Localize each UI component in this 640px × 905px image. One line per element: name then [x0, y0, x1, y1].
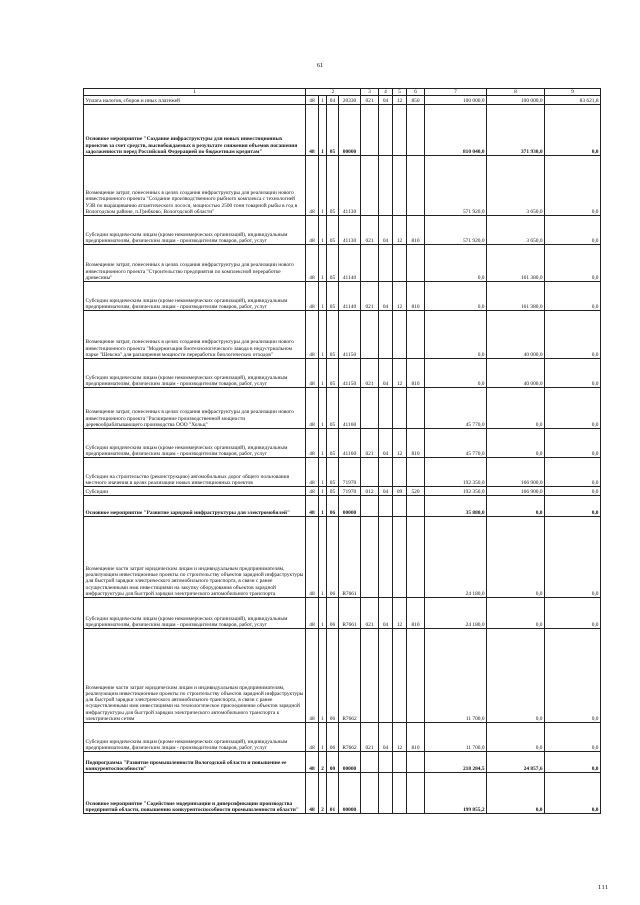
section-code [379, 629, 393, 723]
amount-year-3: 0,0 [545, 245, 601, 282]
subsection-code: 12 [393, 282, 407, 311]
amount-year-3: 0,0 [545, 773, 601, 814]
amount-year-1: 0,0 [425, 311, 487, 359]
ministry-code: 021 [361, 282, 379, 311]
amount-year-1: 24 180,0 [425, 598, 487, 629]
amount-year-2: 40 000,0 [487, 311, 545, 359]
expense-type-code [407, 245, 425, 282]
table-row [84, 429, 601, 458]
amount-year-2: 0,0 [487, 517, 545, 598]
expense-type-code [407, 517, 425, 598]
section-code [379, 388, 393, 429]
section-code: 04 [379, 429, 393, 458]
measure-code: 05 [327, 311, 339, 359]
program-code: 48 [306, 282, 319, 311]
column-number: 2 [306, 89, 361, 96]
subsection-code [393, 752, 407, 773]
amount-year-3: 0,0 [545, 487, 601, 496]
table-row [84, 598, 601, 629]
program-code: 48 [306, 245, 319, 282]
measure-code: 01 [327, 773, 339, 814]
direction-code: 00000 [339, 105, 361, 156]
subsection-code: 12 [393, 429, 407, 458]
subprogram-code: 1 [319, 598, 327, 629]
amount-year-3: 0,0 [545, 388, 601, 429]
amount-year-3: 0,0 [545, 359, 601, 388]
direction-code: R7661 [339, 517, 361, 598]
expense-type-code [407, 311, 425, 359]
expense-type-code [407, 752, 425, 773]
direction-code: 41160 [339, 429, 361, 458]
ministry-code [361, 773, 379, 814]
row-name: Уплата налогов, сборов и иных платежей [84, 96, 306, 105]
subsection-code [393, 517, 407, 598]
direction-code: 41140 [339, 245, 361, 282]
column-number: 3 [361, 89, 379, 96]
row-name: Субсидии юридическим лицам (кроме некоммерческих организаций), индивидуальным предпринимателям, физическим лицам - производителям товаров, работ, услуг [84, 359, 306, 388]
section-code: 04 [379, 96, 393, 105]
table-row [84, 629, 601, 723]
section-code [379, 311, 393, 359]
amount-year-1: 0,0 [425, 359, 487, 388]
table-row [84, 216, 601, 245]
amount-year-2: 161 380,0 [487, 245, 545, 282]
subsection-code: 12 [393, 723, 407, 752]
subsection-code [393, 388, 407, 429]
amount-year-3: 0,0 [545, 598, 601, 629]
expense-type-code: 810 [407, 216, 425, 245]
direction-code: 00000 [339, 496, 361, 517]
table-body [84, 89, 601, 814]
subsection-code [393, 496, 407, 517]
amount-year-1: 199 855,2 [425, 773, 487, 814]
subprogram-code: 1 [319, 156, 327, 216]
subsection-code [393, 629, 407, 723]
amount-year-1: 35 880,0 [425, 496, 487, 517]
program-code: 48 [306, 496, 319, 517]
table-row [84, 496, 601, 517]
table-row [84, 245, 601, 282]
amount-year-1: 218 284,5 [425, 752, 487, 773]
measure-code: 05 [327, 429, 339, 458]
row-name: Основное мероприятие "Создание инфраструктуры для новых инвестиционных проектов за счет средств, высвобождаемых в результате снижения объемов погашения задолженности перед Российской Федерацией по бюджетным кредитам" [84, 105, 306, 156]
expense-type-code: 810 [407, 598, 425, 629]
amount-year-1: 810 040,0 [425, 105, 487, 156]
amount-year-1: 11 700,0 [425, 629, 487, 723]
section-code: 04 [379, 282, 393, 311]
subprogram-code: 2 [319, 773, 327, 814]
measure-code: 05 [327, 487, 339, 496]
amount-year-2: 0,0 [487, 773, 545, 814]
expense-type-code: 850 [407, 96, 425, 105]
measure-code: 06 [327, 598, 339, 629]
direction-code: 20330 [339, 96, 361, 105]
direction-code: 41130 [339, 156, 361, 216]
section-code [379, 156, 393, 216]
ministry-code [361, 496, 379, 517]
section-code [379, 773, 393, 814]
subprogram-code: 2 [319, 752, 327, 773]
row-name: Субсидии юридическим лицам (кроме некоммерческих организаций), индивидуальным предпринимателям, физическим лицам - производителям товаров, работ, услуг [84, 216, 306, 245]
ministry-code [361, 311, 379, 359]
program-code: 48 [306, 216, 319, 245]
program-code: 48 [306, 156, 319, 216]
ministry-code [361, 629, 379, 723]
expense-type-code [407, 458, 425, 487]
direction-code: 41160 [339, 388, 361, 429]
budget-table [83, 88, 601, 814]
column-number: 4 [379, 89, 393, 96]
ministry-code [361, 156, 379, 216]
amount-year-1: 571 920,0 [425, 156, 487, 216]
ministry-code: 021 [361, 216, 379, 245]
amount-year-2: 3 650,0 [487, 156, 545, 216]
subprogram-code: 1 [319, 517, 327, 598]
amount-year-3: 0,0 [545, 752, 601, 773]
table-row [84, 487, 601, 496]
program-code: 48 [306, 752, 319, 773]
subprogram-code: 1 [319, 282, 327, 311]
direction-code: R7662 [339, 723, 361, 752]
subprogram-code: 1 [319, 359, 327, 388]
expense-type-code [407, 629, 425, 723]
expense-type-code: 810 [407, 723, 425, 752]
page-number: 61 [316, 62, 324, 69]
table-row [84, 723, 601, 752]
row-name: Основное мероприятие "Содействие модернизации и диверсификации производства предприятий области, повышению конкурентоспособности промышленности области" [84, 773, 306, 814]
direction-code: 00000 [339, 752, 361, 773]
column-number: 6 [407, 89, 425, 96]
amount-year-3: 0,0 [545, 723, 601, 752]
amount-year-3: 0,0 [545, 216, 601, 245]
ministry-code [361, 517, 379, 598]
amount-year-3: 0,0 [545, 105, 601, 156]
amount-year-1: 192 350,0 [425, 487, 487, 496]
direction-code: 71970 [339, 487, 361, 496]
expense-type-code [407, 156, 425, 216]
program-code: 48 [306, 629, 319, 723]
amount-year-1: 0,0 [425, 245, 487, 282]
program-code: 48 [306, 723, 319, 752]
table-row [84, 517, 601, 598]
program-code: 48 [306, 311, 319, 359]
expense-type-code [407, 496, 425, 517]
amount-year-3: 0,0 [545, 458, 601, 487]
subsection-code [393, 458, 407, 487]
amount-year-3: 0,0 [545, 517, 601, 598]
amount-year-1: 571 920,0 [425, 216, 487, 245]
subprogram-code: 1 [319, 629, 327, 723]
program-code: 48 [306, 96, 319, 105]
expense-type-code: 810 [407, 282, 425, 311]
amount-year-3: 83 621,8 [545, 96, 601, 105]
measure-code: 06 [327, 517, 339, 598]
table-row [84, 752, 601, 773]
amount-year-1: 100 000,0 [425, 96, 487, 105]
row-name: Подпрограмма "Развитие промышленности Вологодской области и повышение ее конкурентоспособности" [84, 752, 306, 773]
amount-year-1: 45 770,0 [425, 388, 487, 429]
expense-type-code: 810 [407, 429, 425, 458]
amount-year-2: 0,0 [487, 629, 545, 723]
section-code: 04 [379, 216, 393, 245]
section-code [379, 105, 393, 156]
measure-code: 05 [327, 245, 339, 282]
program-code: 48 [306, 359, 319, 388]
amount-year-2: 161 380,0 [487, 282, 545, 311]
amount-year-2: 24 857,6 [487, 752, 545, 773]
direction-code: 71970 [339, 458, 361, 487]
table-row [84, 359, 601, 388]
subsection-code: 12 [393, 598, 407, 629]
subprogram-code: 1 [319, 429, 327, 458]
section-code [379, 496, 393, 517]
section-code [379, 752, 393, 773]
table-row [84, 773, 601, 814]
amount-year-1: 11 700,0 [425, 723, 487, 752]
amount-year-2: 371 930,0 [487, 105, 545, 156]
subprogram-code: 1 [319, 311, 327, 359]
amount-year-1: 0,0 [425, 282, 487, 311]
row-name: Субсидии на строительство (реконструкцию) автомобильных дорог общего пользования местного значения в целях реализации новых инвестиционных проектов [84, 458, 306, 487]
ministry-code [361, 458, 379, 487]
column-number: 8 [487, 89, 545, 96]
subsection-code [393, 245, 407, 282]
ministry-code [361, 752, 379, 773]
amount-year-2: 166 900,0 [487, 487, 545, 496]
amount-year-2: 166 900,0 [487, 458, 545, 487]
measure-code: 05 [327, 216, 339, 245]
section-code: 04 [379, 487, 393, 496]
amount-year-2: 0,0 [487, 598, 545, 629]
direction-code: R7662 [339, 629, 361, 723]
subsection-code [393, 773, 407, 814]
subsection-code: 09 [393, 487, 407, 496]
subprogram-code: 1 [319, 96, 327, 105]
expense-type-code: 520 [407, 487, 425, 496]
direction-code: 41130 [339, 216, 361, 245]
measure-code: 06 [327, 723, 339, 752]
amount-year-3: 0,0 [545, 629, 601, 723]
column-number: 7 [425, 89, 487, 96]
direction-code: 41140 [339, 282, 361, 311]
row-name: Субсидии юридическим лицам (кроме некоммерческих организаций), индивидуальным предпринимателям, физическим лицам - производителям товаров, работ, услуг [84, 429, 306, 458]
direction-code: 00000 [339, 773, 361, 814]
measure-code: 05 [327, 458, 339, 487]
section-code [379, 245, 393, 282]
amount-year-2: 0,0 [487, 723, 545, 752]
subsection-code [393, 105, 407, 156]
measure-code: 05 [327, 359, 339, 388]
table-row [84, 96, 601, 105]
subprogram-code: 1 [319, 216, 327, 245]
table-row [84, 388, 601, 429]
amount-year-2: 100 000,0 [487, 96, 545, 105]
table-row [84, 311, 601, 359]
subprogram-code: 1 [319, 458, 327, 487]
program-code: 48 [306, 429, 319, 458]
subprogram-code: 1 [319, 487, 327, 496]
measure-code: 05 [327, 105, 339, 156]
row-name: Возмещение затрат, понесенных в целях создания инфраструктуры для реализации нового инвестиционного проекта "Строительство предприятия по комплексной переработке древесины" [84, 245, 306, 282]
subprogram-code: 1 [319, 105, 327, 156]
ministry-code: 021 [361, 429, 379, 458]
ministry-code: 021 [361, 96, 379, 105]
amount-year-3: 0,0 [545, 496, 601, 517]
amount-year-2: 0,0 [487, 496, 545, 517]
expense-type-code [407, 773, 425, 814]
program-code: 48 [306, 487, 319, 496]
table-row [84, 105, 601, 156]
table-row [84, 156, 601, 216]
amount-year-2: 3 650,0 [487, 216, 545, 245]
direction-code: R7661 [339, 598, 361, 629]
program-code: 48 [306, 105, 319, 156]
section-code: 04 [379, 359, 393, 388]
subprogram-code: 1 [319, 723, 327, 752]
subsection-code: 12 [393, 96, 407, 105]
amount-year-1: 24 180,0 [425, 517, 487, 598]
ministry-code: 012 [361, 487, 379, 496]
row-name: Возмещение затрат, понесенных в целях создания инфраструктуры для реализации нового инвестиционного проекта "Расширение производственной мощности деревообрабатывающего производства ООО "Хольц" [84, 388, 306, 429]
table-row [84, 458, 601, 487]
program-code: 48 [306, 517, 319, 598]
program-code: 48 [306, 458, 319, 487]
subsection-code: 12 [393, 216, 407, 245]
row-name: Субсидии [84, 487, 306, 496]
ministry-code [361, 388, 379, 429]
measure-code: 05 [327, 156, 339, 216]
measure-code: 05 [327, 388, 339, 429]
measure-code: 06 [327, 496, 339, 517]
subsection-code [393, 156, 407, 216]
measure-code: 04 [327, 96, 339, 105]
program-code: 48 [306, 598, 319, 629]
ministry-code: 021 [361, 598, 379, 629]
section-code [379, 517, 393, 598]
row-name: Субсидии юридическим лицам (кроме некоммерческих организаций), индивидуальным предпринимателям, физическим лицам - производителям товаров, работ, услуг [84, 282, 306, 311]
subsection-code: 12 [393, 359, 407, 388]
program-code: 48 [306, 773, 319, 814]
row-name: Возмещение затрат, понесенных в целях создания инфраструктуры для реализации нового инвестиционного проекта "Создание производственного рыбного комплекса с технологией УЗВ по выращиванию атлантического лосося, мощностью 2500 тонн товарной рыбы в год в Вологодском районе, п.Грибково, Вологодской области" [84, 156, 306, 216]
ministry-code: 021 [361, 359, 379, 388]
ministry-code [361, 245, 379, 282]
amount-year-2: 0,0 [487, 388, 545, 429]
row-name: Возмещение затрат, понесенных в целях создания инфраструктуры для реализации нового инвестиционного проекта "Модернизация биотехнологического завода в индустриальном парке "Шексна" для расширения мощности переработки биологических отходов" [84, 311, 306, 359]
amount-year-3: 0,0 [545, 282, 601, 311]
table-row [84, 282, 601, 311]
amount-year-2: 40 000,0 [487, 359, 545, 388]
section-code: 04 [379, 723, 393, 752]
subsection-code [393, 311, 407, 359]
column-number: 5 [393, 89, 407, 96]
measure-code: 06 [327, 629, 339, 723]
amount-year-1: 45 770,0 [425, 429, 487, 458]
measure-code: 05 [327, 282, 339, 311]
amount-year-3: 0,0 [545, 156, 601, 216]
subprogram-code: 1 [319, 496, 327, 517]
amount-year-3: 0,0 [545, 311, 601, 359]
program-code: 48 [306, 388, 319, 429]
section-code: 04 [379, 598, 393, 629]
direction-code: 41150 [339, 311, 361, 359]
column-number: 9 [545, 89, 601, 96]
expense-type-code: 810 [407, 359, 425, 388]
measure-code: 00 [327, 752, 339, 773]
column-number: 1 [84, 89, 306, 96]
column-number-header-row [84, 89, 601, 96]
expense-type-code [407, 105, 425, 156]
expense-type-code [407, 388, 425, 429]
row-name: Возмещение части затрат юридическим лицам и индивидуальным предпринимателям, реализующим инвестиционные проекты по строительству объектов зарядной инфраструктуры для быстрой зарядки электрического автомобильного транспорта, в связи с ранее осуществленными ими инвестициями на закупку оборудования объектов зарядной инфраструктуры для быстрой зарядки электрического автомобильного транспорта [84, 517, 306, 598]
ministry-code: 021 [361, 723, 379, 752]
direction-code: 41150 [339, 359, 361, 388]
row-name: Субсидии юридическим лицам (кроме некоммерческих организаций), индивидуальным предпринимателям, физическим лицам - производителям товаров, работ, услуг [84, 723, 306, 752]
subprogram-code: 1 [319, 245, 327, 282]
footer-page-mark: 111 [598, 884, 609, 891]
row-name: Возмещение части затрат юридическим лицам и индивидуальным предпринимателям, реализующим инвестиционные проекты по строительству объектов зарядной инфраструктуры для быстрой зарядки электрического автомобильного транспорта, в связи с ранее осуществленными ими инвестициями на технологическое присоединение объектов зарядной инфраструктуры для быстрой зарядки электрического автомобильного транспорта к электрическим сетям [84, 629, 306, 723]
section-code [379, 458, 393, 487]
amount-year-1: 192 350,0 [425, 458, 487, 487]
amount-year-2: 0,0 [487, 429, 545, 458]
ministry-code [361, 105, 379, 156]
row-name: Основное мероприятие "Развитие зарядной инфраструктуры для электромобилей" [84, 496, 306, 517]
subprogram-code: 1 [319, 388, 327, 429]
amount-year-3: 0,0 [545, 429, 601, 458]
row-name: Субсидии юридическим лицам (кроме некоммерческих организаций), индивидуальным предпринимателям, физическим лицам - производителям товаров, работ, услуг [84, 598, 306, 629]
